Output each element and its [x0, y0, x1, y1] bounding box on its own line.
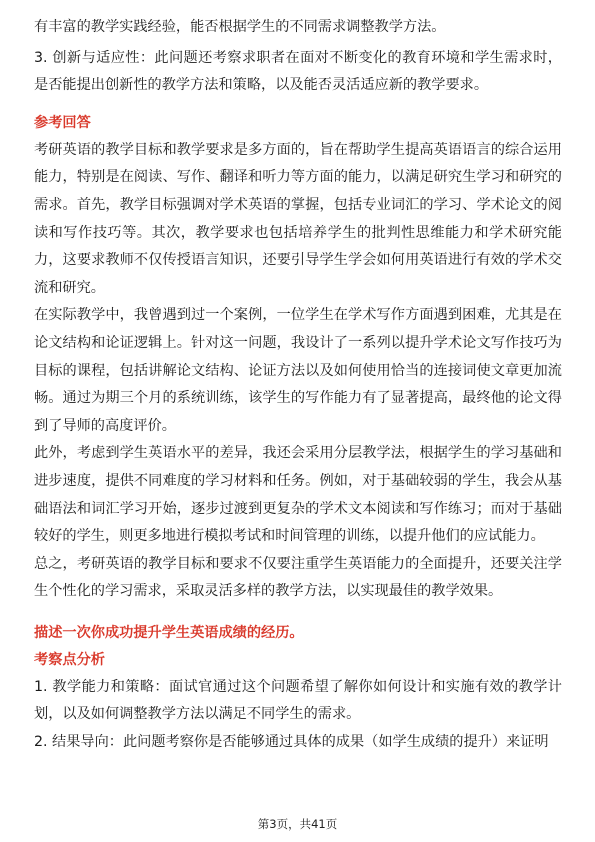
answer-paragraph-2: 在实际教学中，我曾遇到过一个案例，一位学生在学术写作方面遇到困难，尤其是在论文结构和论证逻辑上。针对这一问题，我设计了一系列以提升学术论文写作技巧为目标的课程，包括讲解论文结构、论证方法以及如何使用恰当的连接词使文章更加流畅。通过为期三个月的系统训练，该学生的写作能力有了显著提高，最终他的论文得到了导师的高度评价。 [34, 307, 562, 434]
analysis-item-2: 2. 结果导向：此问题考察你是否能够通过具体的成果（如学生成绩的提升）来证明 [34, 734, 549, 751]
intro-line: 有丰富的教学实践经验，能否根据学生的不同需求调整教学方法。 [34, 19, 446, 35]
page-number-footer: 第3页，共41页 [257, 817, 338, 831]
answer-paragraph-3: 此外，考虑到学生英语水平的差异，我还会采用分层教学法，根据学生的学习基础和进步速度，提供不同难度的学习材料和任务。例如，对于基础较弱的学生，我会从基础语法和词汇学习开始，逐步过渡到更复杂的学术文本阅读和写作练习；而对于基础较好的学生，则更多地进行模拟考试和时间管理的训练，以提升他们的应试能力。 [34, 445, 562, 545]
analysis-heading: 考察点分析 [34, 651, 105, 668]
analysis-item-1: 1. 教学能力和策略：面试官通过这个问题希望了解你如何设计和实施有效的教学计划，以及如何调整教学方法以满足不同学生的需求。 [34, 678, 562, 723]
answer-paragraph-4: 总之，考研英语的教学目标和要求不仅要注重学生英语能力的全面提升，还要关注学生个性化的学习需求，采取灵活多样的教学方法，以实现最佳的教学效果。 [34, 555, 562, 600]
document-page [34, 14, 562, 757]
intro-item-3: 3. 创新与适应性：此问题还考察求职者在面对不断变化的教育环境和学生需求时，是否能提出创新性的教学方法和策略，以及能否灵活适应新的教学要求。 [34, 49, 562, 94]
question-title: 描述一次你成功提升学生英语成绩的经历。 [34, 624, 304, 641]
answer-paragraph-1: 考研英语的教学目标和教学要求是多方面的，旨在帮助学生提高英语语言的综合运用能力，特别是在阅读、写作、翻译和听力等方面的能力，以满足研究生学习和研究的需求。首先，教学目标强调对学术英语的掌握，包括专业词汇的学习、学术论文的阅读和写作技巧等。其次，教学要求也包括培养学生的批判性思维能力和学术研究能力，这要求教师不仅传授语言知识，还要引导学生学会如何用英语进行有效的学术交流和研究。 [34, 141, 562, 296]
answer-heading: 参考回答 [34, 114, 91, 131]
